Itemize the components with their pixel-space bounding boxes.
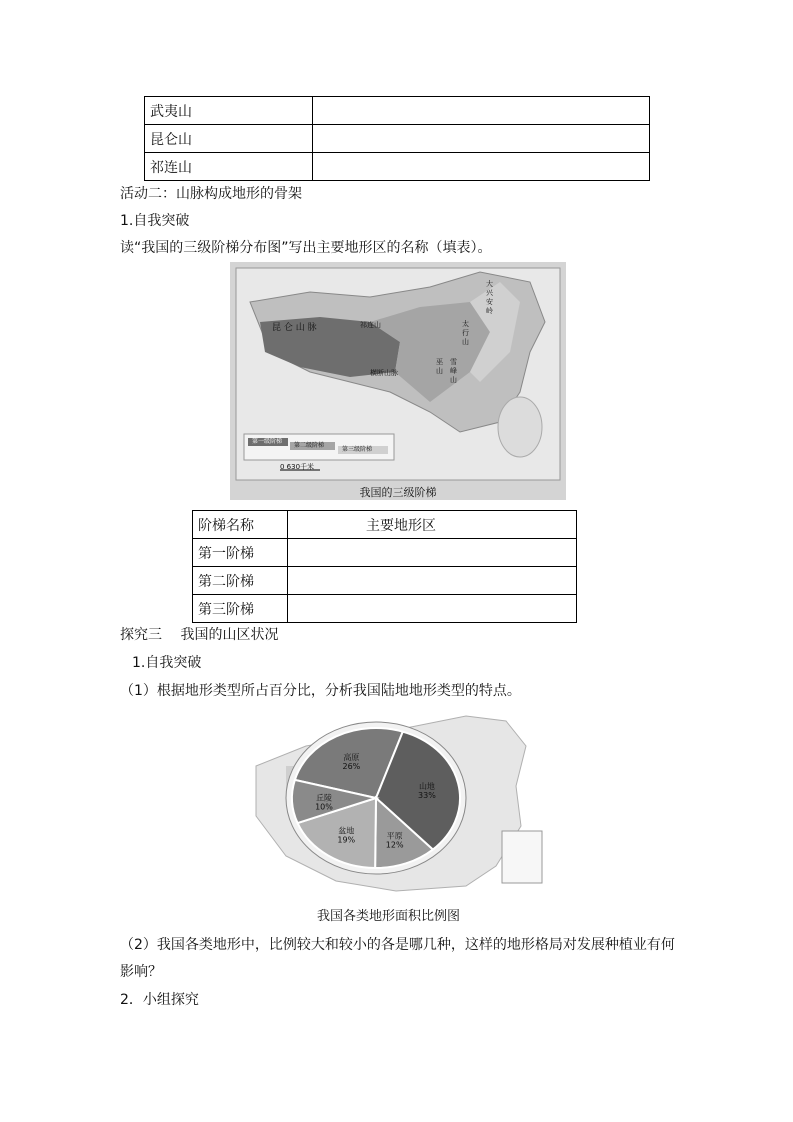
taihang-label: 太行山: [462, 320, 469, 346]
answer-cell[interactable]: [313, 97, 650, 125]
xuefeng-label: 雪峰山: [450, 358, 457, 384]
answer-cell[interactable]: [313, 153, 650, 181]
table-row: [145, 125, 650, 153]
table-row: [145, 153, 650, 181]
table-header-row: [193, 511, 577, 539]
legend-step1: 第一级阶梯: [252, 438, 283, 445]
pie-label-平原: 平原 12%: [385, 831, 404, 850]
table-row: [193, 539, 577, 567]
map-caption: 我国的三级阶梯: [359, 486, 437, 499]
terrain-pie-graphic: [246, 706, 556, 896]
instruction-text: 读“我国的三级阶梯分布图”写出主要地形区的名称（填表）。: [120, 240, 492, 256]
section-title: 探究三 我国的山区状况: [120, 627, 279, 643]
mountain-name-cell: 祁连山: [145, 153, 313, 181]
wushan-label: 巫山: [436, 358, 443, 375]
qilian-label: 祁连山: [360, 321, 381, 329]
terrain-steps-map: [230, 262, 566, 500]
header-cell: 主要地形区: [288, 511, 577, 539]
answer-cell[interactable]: [288, 539, 577, 567]
pie-caption: 我国各类地形面积比例图: [317, 909, 461, 924]
scale-bar-label: 0 630千米: [280, 463, 315, 471]
terrain-step-table: [192, 510, 577, 623]
table-row: [145, 97, 650, 125]
step-heading: 2．小组探究: [120, 992, 199, 1008]
daxinganling-label: 大兴安岭: [486, 280, 493, 315]
pie-label-盆地: 盆地 19%: [337, 826, 356, 845]
kunlun-label: 昆 仑 山 脉: [272, 323, 317, 333]
question-text: （2）我国各类地形中，比例较大和较小的各是哪几种，这样的地形格局对发展种植业有何: [120, 937, 675, 953]
mountain-name-cell: 昆仑山: [145, 125, 313, 153]
answer-cell[interactable]: [288, 567, 577, 595]
table-row: [193, 567, 577, 595]
answer-cell[interactable]: [288, 595, 577, 623]
pie-label-山地: 山地 33%: [418, 781, 436, 800]
mountain-table: [144, 96, 650, 181]
hengduan-label: 横断山脉: [370, 369, 398, 377]
mountain-name-cell: 武夷山: [145, 97, 313, 125]
step-heading: 1.自我突破: [120, 213, 190, 229]
terrain-proportion-figure: [246, 706, 556, 896]
answer-cell[interactable]: [313, 125, 650, 153]
step-name-cell: 第一阶梯: [193, 539, 288, 567]
activity-title: 活动二：山脉构成地形的骨架: [120, 186, 302, 202]
table-row: [193, 595, 577, 623]
header-cell: 阶梯名称: [193, 511, 288, 539]
pie-label-高原: 高原 26%: [342, 752, 361, 771]
legend-step3: 第三级阶梯: [342, 446, 373, 453]
pie-label-丘陵: 丘陵 10%: [315, 793, 333, 812]
question-text: （1）根据地形类型所占百分比，分析我国陆地地形类型的特点。: [120, 683, 521, 699]
step-heading: 1.自我突破: [132, 655, 202, 671]
step-name-cell: 第三阶梯: [193, 595, 288, 623]
legend-step2: 第二级阶梯: [294, 442, 325, 449]
question-text-cont: 影响？: [120, 964, 162, 980]
step-name-cell: 第二阶梯: [193, 567, 288, 595]
